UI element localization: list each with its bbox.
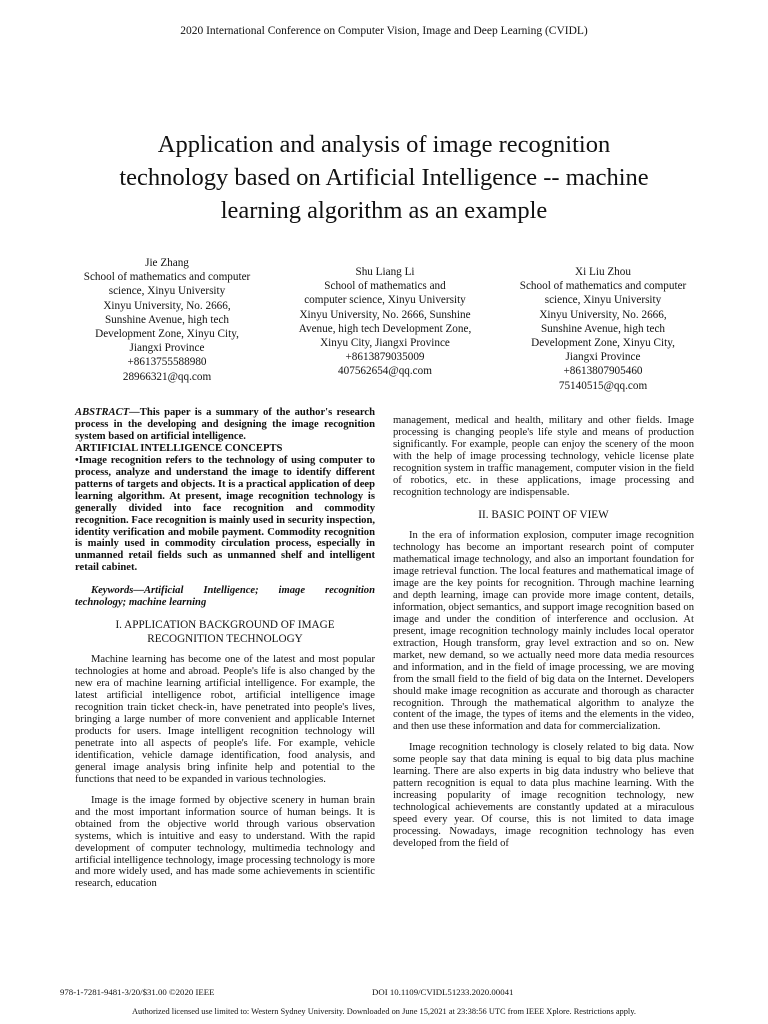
author-address: Development Zone, Xinyu City,: [95, 328, 239, 341]
author-phone: +8613807905460: [563, 365, 643, 378]
section-heading-line: RECOGNITION TECHNOLOGY: [147, 632, 303, 645]
author-address: Sunshine Avenue, high tech: [104, 313, 230, 326]
author-address: Xinyu University, No. 2666,: [539, 308, 667, 321]
keywords-label: Keywords—: [91, 585, 144, 597]
paragraph: Image is the image formed by objective scenery in human brain and the most important information source of human beings. It is obtained from the objective world through various observation systems, which is intuitive and easy to understand. With the rapid development of computer technology, multimedia technology and artificial intelligence technology, image processing technology is more and more widely used, and has made some achievements in scientific research, education: [75, 794, 375, 890]
author-block-2: [282, 265, 488, 379]
abstract: [75, 407, 375, 443]
author-name: Shu Liang Li: [355, 266, 415, 278]
paragraph: In the era of information explosion, computer image recognition technology has become an important research point of computer mathematical image technology, and also an important foundation for image retrieval function. The local features and mathematical image of image are the key points for recognition. Through machine learning and depth learning, image can provide more image content, details, information, object semantics, and support image recognition based on image and under the condition of interference and occlusion. At present, image recognition technology mainly includes local operator extraction, Hough transform, gray level extraction and so on. New market, new demand, so we actually need more data media resources and information, and in the field of image processing, we are moving from the small field to the field of big data on the Internet. Developers should make image recognition as accurate and thorough as character recognition. Through the mathematical algorithm to analyze the content of the image, the types of items and the elements in the video, and then use these information and data for commercialization.: [393, 530, 694, 733]
author-address: Xinyu University, No. 2666, Sunshine: [299, 308, 471, 321]
paper-title: [40, 128, 728, 227]
author-email: 75140515@qq.com: [558, 379, 648, 392]
author-phone: +8613755588980: [127, 356, 207, 369]
author-email: 28966321@qq.com: [122, 370, 212, 383]
title-line: Application and analysis of image recognition: [157, 131, 611, 158]
author-email: 407562654@qq.com: [338, 365, 432, 378]
keywords-text: Artificial Intelligence; image recognition technology; machine learning: [75, 585, 375, 609]
author-address: Sunshine Avenue, high tech: [540, 322, 666, 335]
author-block-1: [62, 256, 272, 384]
conference-header: 2020 International Conference on Computer Vision, Image and Deep Learning (CVIDL): [180, 25, 588, 37]
author-address: Jiangxi Province: [129, 342, 205, 355]
right-column: [393, 415, 694, 850]
abstract-text: This paper is a summary of the author's research process in the developing and designing the image recognition system based on artificial intelligence.: [75, 407, 375, 442]
author-address: Development Zone, Xinyu City,: [531, 337, 675, 350]
license-notice: Authorized licensed use limited to: Western Sydney University. Downloaded on June 15,2021 at 23:38:56 UTC from IEEE Xplore. Restrictions apply.: [132, 1007, 636, 1016]
author-address: Xinyu University, No. 2666,: [103, 299, 231, 312]
footer-doi: DOI 10.1109/CVIDL51233.2020.00041: [372, 987, 514, 997]
concepts-heading: ARTIFICIAL INTELLIGENCE CONCEPTS: [75, 442, 283, 454]
author-affiliation: computer science, Xinyu University: [304, 294, 466, 307]
author-name: Jie Zhang: [145, 257, 189, 269]
abstract-label: ABSTRACT—: [75, 407, 140, 418]
author-phone: +8613879035009: [345, 351, 425, 364]
author-block-3: [498, 265, 708, 393]
concepts-text: •Image recognition refers to the technology of using computer to process, analyze and understand the image to identify different patterns of targets and objects. It is a practical application of deep learning algorithm. At present, image recognition technology is generally divided into face recognition and commodity recognition. Face recognition is mainly used in security inspection, identity verification and mobile payment. Commodity recognition is mainly used in commodity circulation process, especially in unmanned retail fields such as unmanned shelf and intelligent retail cabinet.: [75, 454, 375, 574]
section-heading-line: I. APPLICATION BACKGROUND OF IMAGE: [115, 619, 335, 632]
author-address: Jiangxi Province: [565, 351, 641, 364]
author-affiliation: School of mathematics and computer: [519, 280, 687, 293]
section-heading: II. BASIC POINT OF VIEW: [478, 508, 609, 521]
author-address: Avenue, high tech Development Zone,: [298, 322, 472, 335]
title-line: learning algorithm as an example: [220, 197, 548, 224]
paragraph: Image recognition technology is closely related to big data. Now some people say that data mining is equal to big data plus machine learning. There are also experts in big data industry who believe that pattern recognition is equal to data plus machine learning. With the increasing popularity of image recognition technology, new technological achievements are constantly updated at a miraculous speed every year. Of course, this is not limited to data image processing. Nowadays, image recognition technology has even developed from the field of: [393, 742, 694, 849]
paragraph: Machine learning has become one of the latest and most popular technologies at home and abroad. People's life is also changed by the new era of machine learning artificial intelligence. For example, the latest artificial intelligence robot, artificial intelligence image recognition train ticket check-in, have penetrated into people's lives, bringing a large number of more convenient and applicable Internet products for users. Image intelligent recognition technology will penetrate into all aspects of people's life. For example, vehicle identification, vehicle damage identification, food analysis, and general image analysis bring infinite help and potential to the functions that need to be expanded in various technologies.: [75, 654, 375, 785]
paragraph: management, medical and health, military and other fields. Image processing is changing people's life style and means of production significantly. For example, people can enjoy the scenery of the moon with the help of image processing technology, vehicle license plate recognition system in traffic management, computer vision in the field of robotics, etc. in these applications, image processing and recognition technology are indispensable.: [393, 415, 694, 498]
author-address: Xinyu City, Jiangxi Province: [320, 337, 450, 350]
title-line: technology based on Artificial Intelligence -- machine: [119, 164, 649, 191]
footer-isbn: 978-1-7281-9481-3/20/$31.00 ©2020 IEEE: [60, 987, 215, 997]
author-affiliation: science, Xinyu University: [544, 294, 662, 307]
section-heading: [75, 619, 375, 646]
author-affiliation: School of mathematics and: [324, 280, 446, 293]
keywords: [75, 585, 375, 609]
author-name: Xi Liu Zhou: [575, 266, 631, 278]
left-column: [75, 407, 375, 890]
author-affiliation: science, Xinyu University: [108, 285, 226, 298]
author-affiliation: School of mathematics and computer: [83, 271, 251, 284]
